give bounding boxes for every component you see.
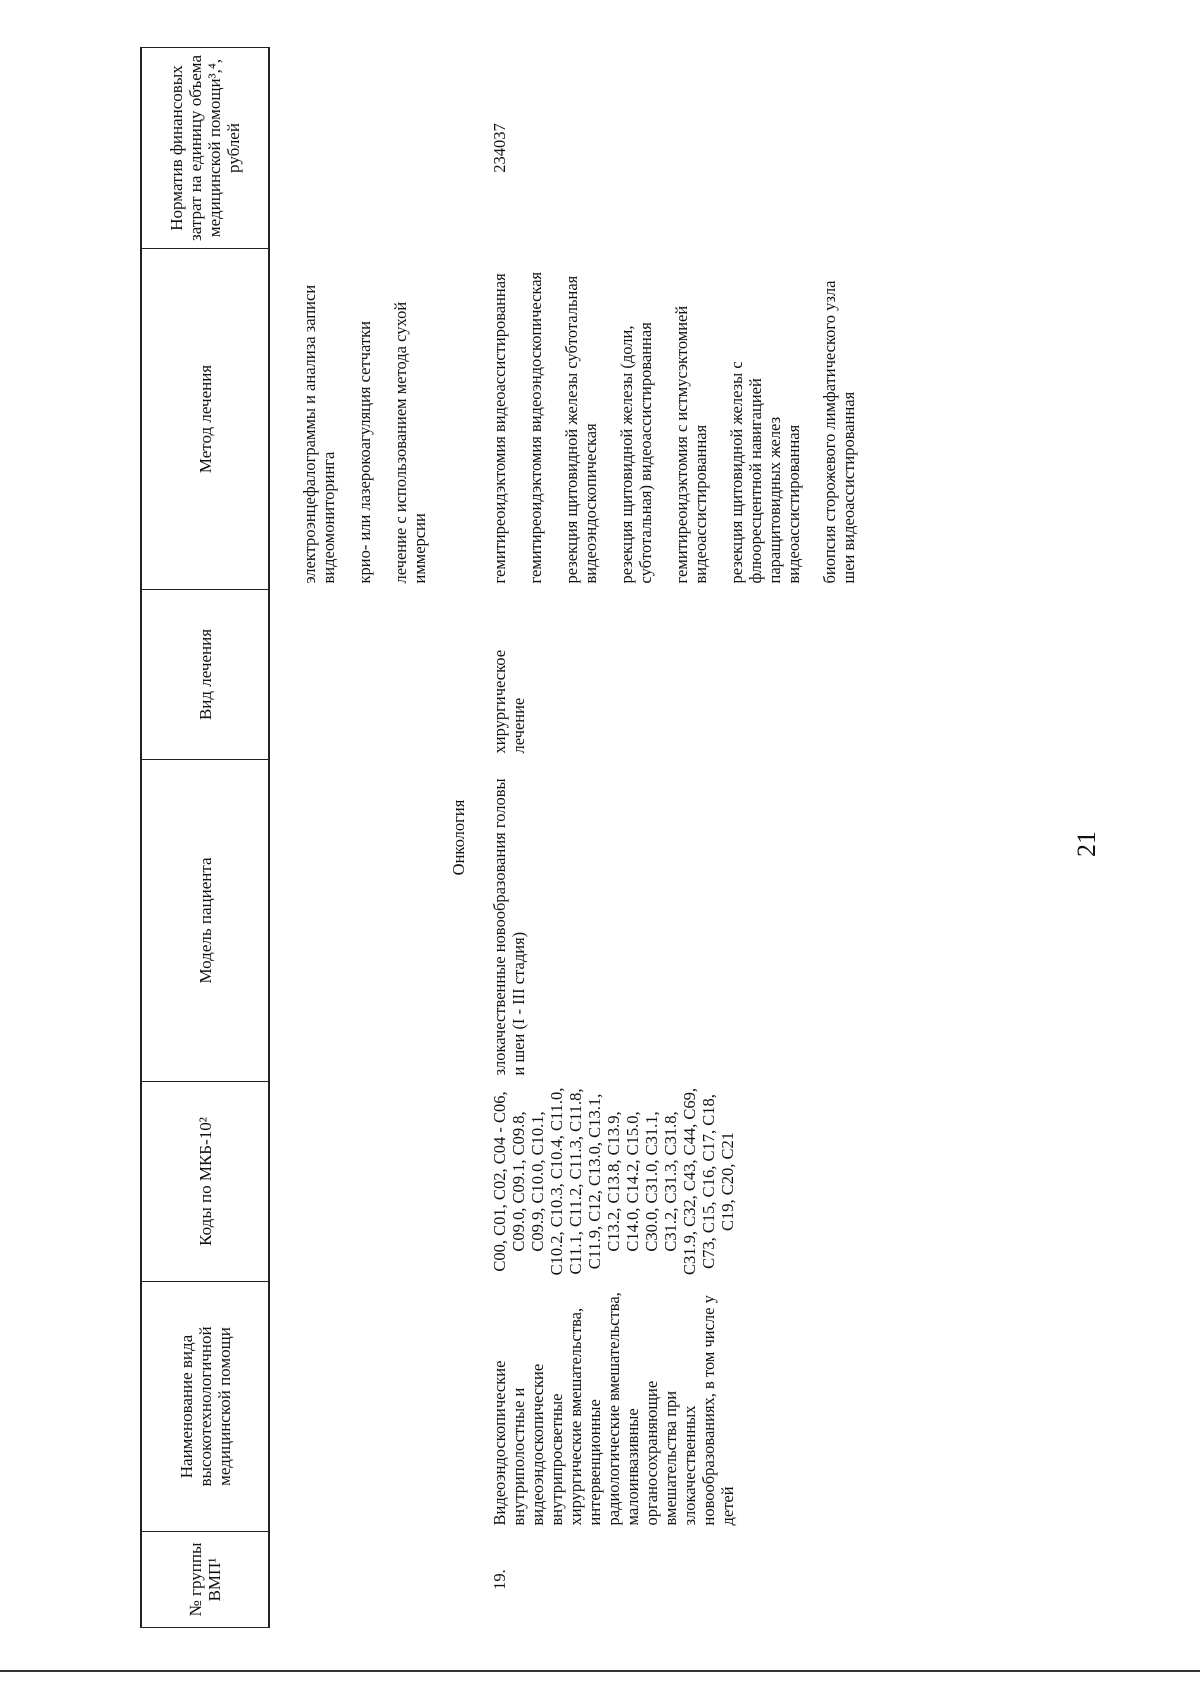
- continued-row: [269, 48, 429, 1628]
- vmp-table: [140, 47, 858, 1628]
- continued-method-item: крио- или лазерокоагуляция сетчатки: [355, 321, 374, 584]
- method-item: резекция щитовидной железы (доли, субтотальная) видеоассистированная: [617, 322, 655, 584]
- header-method: Метод лечения: [141, 249, 269, 590]
- section-title: Онкология: [449, 799, 468, 876]
- row-name: Видеоэндоскопические внутриполостные и видеоэндоскопические внутрипросветные хирургические вмешательства, интервенционные радиологические вмешательства, малоинвазивные органосохраняющие вмешательства при злокачественных новообразованиях, в том числе у детей: [490, 1292, 737, 1526]
- vmp-table-container: [140, 48, 858, 1628]
- continued-method-item: лечение с использованием метода сухой иммерсии: [391, 301, 429, 584]
- row-model: злокачественные новообразования головы и шеи (I - III стадия): [490, 778, 528, 1076]
- header-row: [141, 48, 269, 1628]
- method-item: биопсия сторожевого лимфатического узла шеи видеоассистированная: [820, 280, 858, 584]
- header-model: Модель пациента: [141, 760, 269, 1082]
- row-methods-cell: [490, 249, 858, 590]
- row-group-no: 19.: [490, 1569, 509, 1590]
- method-item: гемитиреоидэктомия видеоассистированная: [490, 273, 509, 584]
- method-item: резекция щитовидной железы субтотальная видеоэндоскопическая: [562, 275, 600, 584]
- row-codes: C00, C01, C02, C04 - C06, C09.0, C09.1, C09.8, C09.9, C10.0, C10.1, C10.2, C10.3, C10.4, C11.0, C11.1, C11.2, C11.3, C11.8, C11.9, C12, C13.0, C13.1, C13.2, C13.8, C13.9, C14.0, C14.2, C15.0, C30.0, C31.0, C31.1, C31.2, C31.3, C31.8, C31.9, C32, C43, C44, C69, C73, C15, C16, C17, C18, C19, C20, C21: [490, 1087, 737, 1276]
- row-treatment-type: хирургическое лечение: [490, 649, 528, 754]
- continued-methods-cell: [269, 249, 429, 590]
- method-item: резекция щитовидной железы с флюоресцентной навигацией паращитовидных желез видеоассистированная: [727, 361, 803, 584]
- table-row: [490, 48, 858, 1628]
- section-row: [429, 48, 490, 1628]
- page-number: 21: [1072, 831, 1101, 857]
- header-group-no: № группы ВМП¹: [141, 1532, 269, 1628]
- header-name: Наименование вида высокотехнологичной медицинской помощи: [141, 1282, 269, 1532]
- header-treatment-type: Вид лечения: [141, 590, 269, 760]
- continued-method-item: электроэнцефалограммы и анализа записи видеомониторинга: [300, 284, 338, 584]
- header-norm: Норматив финансовых затрат на единицу объема медицинской помощи³,⁴, рублей: [141, 48, 269, 249]
- header-codes: Коды по МКБ-10²: [141, 1082, 269, 1282]
- method-item: гемитиреоидэктомия видеоэндоскопическая: [526, 271, 545, 584]
- row-norm: 234037: [490, 123, 509, 173]
- method-item: гемитиреоидэктомия с истмусэктомией видеоассистированная: [672, 305, 710, 584]
